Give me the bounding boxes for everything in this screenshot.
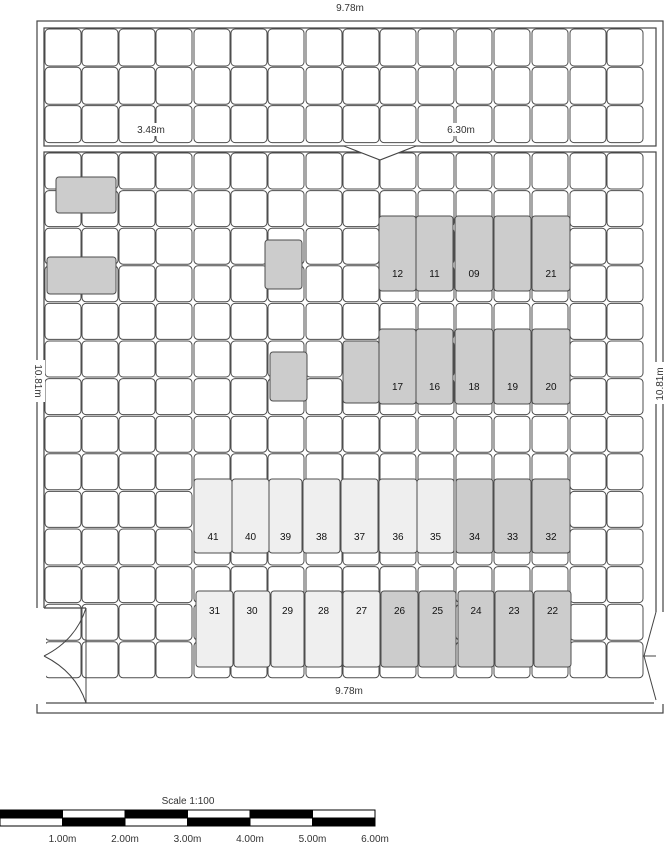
desk-label: 28: [317, 606, 330, 617]
floor-tile: [456, 416, 492, 452]
floor-tile: [45, 567, 81, 603]
floor-tile: [456, 153, 492, 189]
floor-tile: [343, 228, 379, 264]
scale-label: 3.00m: [173, 834, 202, 845]
scale-labels: [49, 834, 389, 845]
floor-tile: [607, 529, 643, 565]
pillar: [265, 240, 302, 289]
floor-tile: [570, 642, 606, 678]
floor-tile: [570, 191, 606, 227]
floor-tile: [268, 67, 304, 104]
floor-tile: [119, 491, 155, 527]
desk-label: 37: [353, 532, 366, 543]
floor-tile: [532, 106, 568, 143]
desk-22[interactable]: [534, 591, 571, 667]
scale-segment-top: [313, 810, 376, 818]
floor-tile: [268, 416, 304, 452]
floor-tile: [82, 529, 118, 565]
floor-tile: [82, 416, 118, 452]
floor-tile: [306, 303, 342, 339]
floor-tile: [494, 29, 530, 66]
desk-label: 09: [468, 269, 480, 280]
scale-segments: [0, 810, 375, 826]
desk-28[interactable]: [305, 591, 342, 667]
floor-tile: [156, 604, 192, 640]
floor-tile: [231, 106, 267, 143]
floor-tile: [231, 191, 267, 227]
floor-tile: [343, 67, 379, 104]
floor-tile: [82, 67, 118, 104]
floor-tile: [156, 228, 192, 264]
desk-label: 41: [207, 532, 219, 543]
floor-tile: [45, 379, 81, 415]
floor-tile: [45, 341, 81, 377]
floor-tile: [82, 379, 118, 415]
floor-tile: [570, 491, 606, 527]
desk-label: 11: [429, 269, 440, 280]
desk-26[interactable]: [381, 591, 418, 667]
desk-label: 18: [468, 382, 480, 393]
floor-tile: [418, 153, 454, 189]
floor-tile: [231, 29, 267, 66]
desk-label: 26: [393, 606, 406, 617]
desk-label: 22: [546, 606, 559, 617]
floor-tile: [119, 529, 155, 565]
desk-label: 32: [545, 532, 557, 543]
floor-tile: [607, 106, 643, 143]
floor-tile: [194, 266, 230, 302]
desk-label: 29: [281, 606, 294, 617]
dim-upper-right-width: 6.30m: [447, 125, 475, 136]
floor-tile: [494, 153, 530, 189]
desk-label: 34: [468, 532, 481, 543]
floor-tile: [494, 106, 530, 143]
desk-label: 35: [429, 532, 442, 543]
floor-tile: [456, 67, 492, 104]
floor-tile: [194, 416, 230, 452]
floor-tile: [82, 491, 118, 527]
scale-segment-bottom: [250, 818, 313, 826]
floor-tile: [231, 379, 267, 415]
scale-segment-top: [63, 810, 126, 818]
floor-tile: [607, 642, 643, 678]
floor-tile: [380, 67, 416, 104]
floor-tile: [570, 29, 606, 66]
floor-tile: [45, 529, 81, 565]
floor-tile: [570, 266, 606, 302]
desk-label: 24: [470, 606, 482, 617]
desk-label: 25: [431, 606, 444, 617]
desk-label: 12: [391, 269, 404, 280]
floor-tile: [82, 454, 118, 490]
floor-tile: [268, 106, 304, 143]
desk-label: 23: [508, 606, 520, 617]
scale-segment-bottom: [313, 818, 376, 826]
floor-tile: [194, 67, 230, 104]
floor-tile: [194, 379, 230, 415]
floor-tile: [156, 153, 192, 189]
floor-tile: [231, 341, 267, 377]
floor-tile: [607, 191, 643, 227]
desk-label: 36: [392, 532, 404, 543]
floor-tile: [82, 106, 118, 143]
floor-tile: [343, 153, 379, 189]
floor-tile: [306, 67, 342, 104]
floor-tile: [570, 228, 606, 264]
floor-tile: [156, 303, 192, 339]
floor-tile: [231, 67, 267, 104]
desk-31[interactable]: [196, 591, 233, 667]
scale-label: 2.00m: [111, 834, 139, 845]
scale-segment-bottom: [188, 818, 251, 826]
floor-tile: [231, 303, 267, 339]
desk-23[interactable]: [495, 591, 533, 667]
floor-tile: [570, 454, 606, 490]
floor-tile: [82, 642, 118, 678]
floor-tile: [156, 416, 192, 452]
floor-tile: [532, 416, 568, 452]
floor-tile: [380, 416, 416, 452]
floor-tile: [380, 29, 416, 66]
floor-tile: [456, 29, 492, 66]
floor-tile: [570, 341, 606, 377]
floor-tile: [570, 67, 606, 104]
floor-tile: [45, 604, 81, 640]
floor-tile: [306, 153, 342, 189]
floor-tile: [418, 29, 454, 66]
floor-tile: [607, 454, 643, 490]
floor-tile: [607, 29, 643, 66]
floor-tile: [156, 379, 192, 415]
floor-tile: [532, 67, 568, 104]
floor-tile: [156, 454, 192, 490]
scale-segment-top: [188, 810, 251, 818]
desk-label: 30: [246, 606, 258, 617]
floor-tile: [156, 29, 192, 66]
floor-tile: [119, 153, 155, 189]
dim-top-width: 9.78m: [336, 3, 364, 14]
dim-left-height: 10.81m: [32, 364, 43, 398]
storage-unit: [343, 341, 379, 403]
cabinet: [47, 257, 116, 294]
floor-tile: [194, 228, 230, 264]
floor-tile: [156, 642, 192, 678]
cabinet: [56, 177, 116, 213]
floor-tile: [607, 491, 643, 527]
floor-tile: [231, 153, 267, 189]
floor-tile: [119, 454, 155, 490]
floor-tile: [119, 416, 155, 452]
desk-label: 40: [244, 532, 257, 543]
desk-label: 16: [428, 382, 441, 393]
scale-label: 6.00m: [361, 834, 389, 845]
floor-tile: [119, 379, 155, 415]
floor-tile: [343, 266, 379, 302]
floor-tile: [231, 416, 267, 452]
desk-label: 31: [208, 606, 221, 617]
dim-right-height: 10.81m: [655, 367, 666, 401]
floor-tile: [45, 416, 81, 452]
floor-tile: [119, 29, 155, 66]
floor-tile: [194, 191, 230, 227]
floor-tile: [156, 491, 192, 527]
floor-tile: [306, 228, 342, 264]
floor-tile: [607, 228, 643, 264]
floor-tile: [343, 303, 379, 339]
scale-segment-top: [250, 810, 313, 818]
floor-tile: [570, 106, 606, 143]
floor-tile: [607, 266, 643, 302]
scale-label: 4.00m: [236, 834, 264, 845]
scale-segment-top: [125, 810, 188, 818]
floor-tile: [156, 341, 192, 377]
floor-tile: [194, 341, 230, 377]
floor-tile: [268, 303, 304, 339]
floor-tile: [82, 303, 118, 339]
floor-tile: [343, 416, 379, 452]
floor-tile: [570, 604, 606, 640]
floor-tile: [607, 379, 643, 415]
floor-tile: [119, 67, 155, 104]
floor-tile: [607, 303, 643, 339]
floor-tile: [156, 567, 192, 603]
desk-25[interactable]: [419, 591, 456, 667]
scale-segment-bottom: [63, 818, 126, 826]
floor-tile: [45, 106, 81, 143]
floor-tile: [607, 153, 643, 189]
floor-tile: [45, 29, 81, 66]
floor-tile: [156, 266, 192, 302]
desk-unlabeled[interactable]: [494, 216, 531, 291]
desk-label: 21: [545, 269, 557, 280]
floor-tile: [570, 529, 606, 565]
floor-tile: [306, 341, 342, 377]
scale-segment-top: [0, 810, 63, 818]
floor-tile: [418, 416, 454, 452]
floor-tile: [194, 106, 230, 143]
desk-label: 17: [391, 382, 404, 393]
pillar: [270, 352, 307, 401]
floor-tile: [45, 491, 81, 527]
floor-tile: [570, 153, 606, 189]
floor-tile: [570, 303, 606, 339]
floor-tile: [45, 454, 81, 490]
floor-tile: [607, 67, 643, 104]
floor-tile: [268, 153, 304, 189]
floor-tile: [156, 191, 192, 227]
floor-tile: [82, 341, 118, 377]
floor-tile: [570, 379, 606, 415]
scale-bar: [0, 796, 389, 845]
scale-label: 1.00m: [48, 834, 77, 845]
floor-tile: [306, 106, 342, 143]
floor-tile: [82, 604, 118, 640]
floor-tile: [194, 153, 230, 189]
floor-tile: [156, 529, 192, 565]
desk-label: 33: [506, 532, 519, 543]
floor-tile: [119, 191, 155, 227]
floor-tile: [119, 604, 155, 640]
desk-29[interactable]: [271, 591, 304, 667]
floor-tile: [45, 303, 81, 339]
floor-tile: [494, 416, 530, 452]
floor-tile: [268, 191, 304, 227]
floor-tile: [418, 67, 454, 104]
scale-segment-bottom: [125, 818, 188, 826]
floor-tile: [306, 266, 342, 302]
floor-tile: [156, 67, 192, 104]
floor-tile: [231, 266, 267, 302]
floor-tile: [119, 341, 155, 377]
scale-segment-bottom: [0, 818, 63, 826]
floor-tile: [306, 379, 342, 415]
desk-label: 19: [506, 382, 519, 393]
desk-24[interactable]: [458, 591, 494, 667]
floor-tile: [119, 567, 155, 603]
desk-30[interactable]: [234, 591, 270, 667]
desk-label: 39: [279, 532, 292, 543]
floor-tile: [607, 604, 643, 640]
floor-tile: [343, 29, 379, 66]
floor-tile: [194, 29, 230, 66]
floor-tile: [607, 416, 643, 452]
floor-tile: [268, 29, 304, 66]
floor-tile: [82, 567, 118, 603]
floor-tile: [82, 29, 118, 66]
dim-upper-left-width: 3.48m: [137, 125, 165, 136]
floor-tile: [607, 567, 643, 603]
floor-tile: [119, 303, 155, 339]
desk-label: 27: [355, 606, 368, 617]
floor-tile: [532, 29, 568, 66]
floor-tile: [119, 266, 155, 302]
floor-tile: [570, 567, 606, 603]
floor-tile: [119, 642, 155, 678]
desk-label: 38: [315, 532, 328, 543]
scale-title: Scale 1:100: [161, 796, 215, 807]
floor-tile: [306, 416, 342, 452]
floor-tile: [194, 303, 230, 339]
floor-tile: [532, 153, 568, 189]
floor-tile: [306, 191, 342, 227]
floor-tile: [343, 191, 379, 227]
desk-label: 20: [545, 382, 557, 393]
dim-bottom-width: 9.78m: [335, 686, 363, 697]
floor-tile: [570, 416, 606, 452]
floor-tile: [380, 106, 416, 143]
floor-tile: [231, 228, 267, 264]
floor-tile: [343, 106, 379, 143]
floor-tile: [119, 228, 155, 264]
floor-tile: [306, 29, 342, 66]
floor-tile: [45, 67, 81, 104]
scale-label: 5.00m: [298, 834, 327, 845]
desk-27[interactable]: [343, 591, 380, 667]
floor-tile: [607, 341, 643, 377]
floor-tile: [494, 67, 530, 104]
